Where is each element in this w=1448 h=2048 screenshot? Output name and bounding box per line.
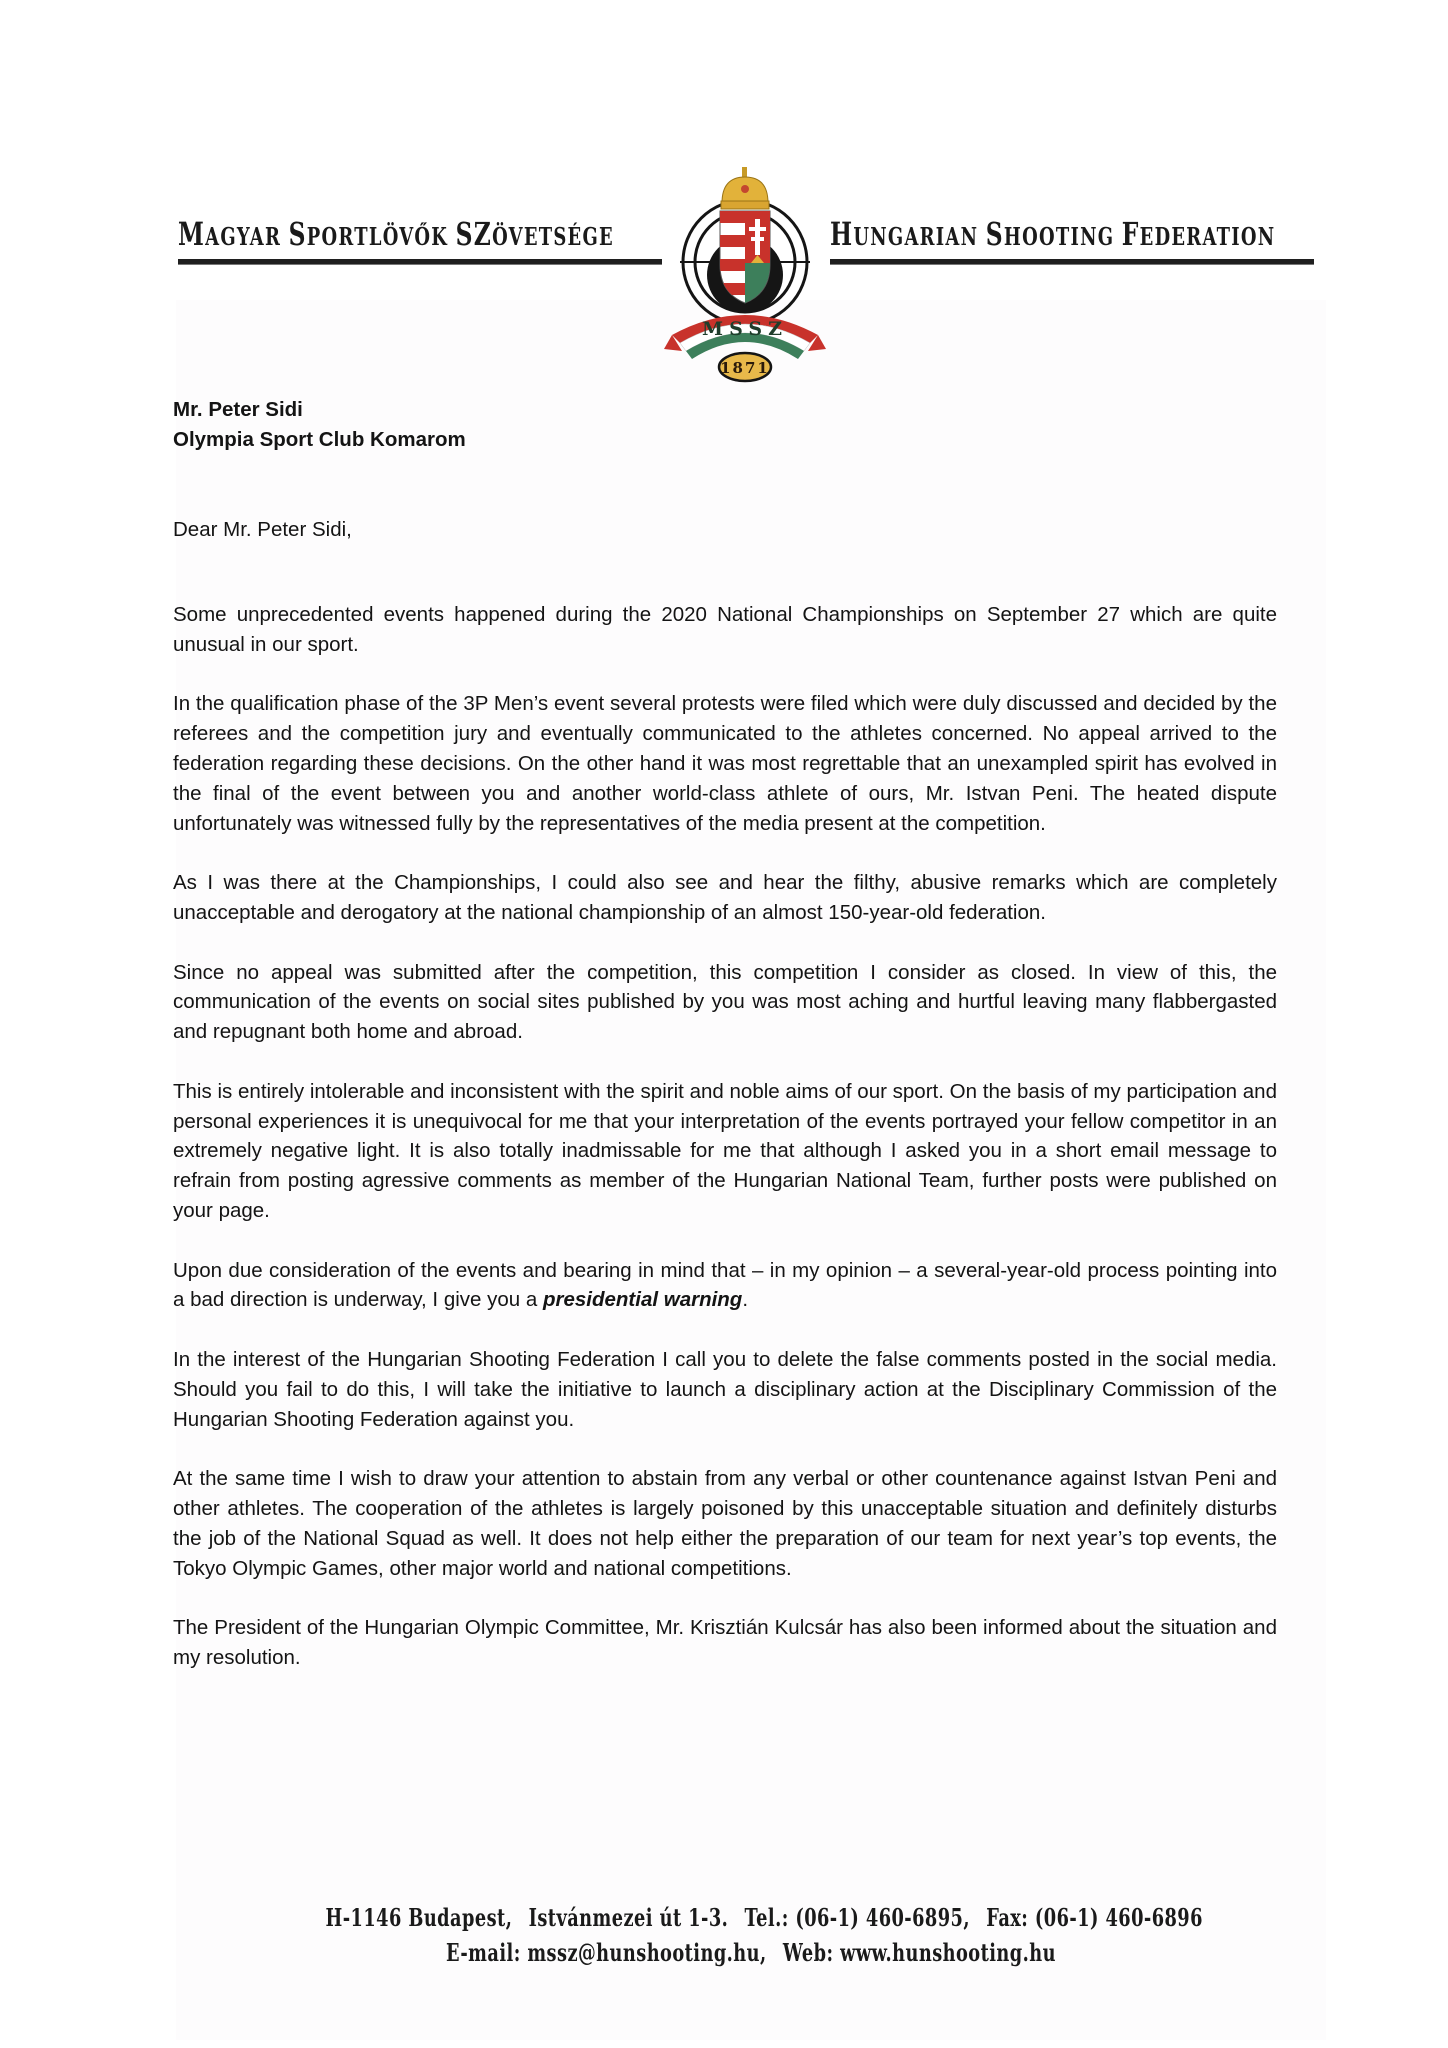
- title-rest: ÖVETSÉGE: [492, 223, 614, 252]
- footer-website: Web: www.hunshooting.hu: [782, 1938, 1056, 1967]
- letterhead-rule-left: [178, 259, 662, 265]
- letter-body: [173, 600, 1277, 1702]
- body-paragraph: As I was there at the Championships, I could also see and hear the filthy, abusive remarks which are completely unacceptable and derogatory at the national championship of an almost 150-year-old federation.: [173, 871, 1277, 924]
- addressee-name: Mr. Peter Sidi: [173, 398, 303, 421]
- addressee-organization: Olympia Sport Club Komarom: [173, 428, 466, 451]
- footer-fax: Fax: (06-1) 460-6896: [986, 1903, 1203, 1932]
- body-paragraph-warning: [173, 1256, 1277, 1316]
- title-rest: PORTLÖVŐK: [306, 223, 456, 252]
- body-paragraph: In the interest of the Hungarian Shooting Federation I call you to delete the false comments posted in the social media. Should you fail to do this, I will take the initiative to launch a disciplinary action at the Disciplinary Commission of the Hungarian Shooting Federation against you.: [173, 1347, 1277, 1431]
- ribbon-text: MSSZ: [702, 318, 788, 340]
- title-rest: AGYAR: [205, 223, 289, 252]
- body-paragraph: In the qualification phase of the 3P Men’s event several protests were filed which were duly discussed and decided by the referees and the competition jury and eventually communicated to the athletes concerned. No appeal arrived to the federation regarding these decisions. On the other hand it was most regrettable that an unexampled spirit has evolved in the final of the event between you and another world-class athlete of ours, Mr. Istvan Peni. The heated dispute unfortunately was witnessed fully by the representatives of the media present at the competition.: [173, 692, 1277, 835]
- letterhead-title-english: [830, 216, 1276, 255]
- footer-city: H-1146 Budapest,: [325, 1903, 513, 1932]
- body-paragraph: Since no appeal was submitted after the competition, this competition I consider as closed. In view of this, the communication of the events on social sites published by you was most aching and hurtful leaving many flabbergasted and repugnant both home and abroad.: [173, 960, 1277, 1044]
- letterhead-footer: [176, 1900, 1326, 1970]
- title-rest: HOOTING: [1003, 223, 1122, 252]
- body-paragraph: At the same time I wish to draw your attention to abstain from any verbal or other countenance against Istvan Peni and other athletes. The cooperation of the athletes is largely poisoned by this unacceptable situation and definitely disturbs the job of the National Squad as well. It does not help either the preparation of our team for next year’s top events, the Tokyo Olympic Games, other major world and national competitions.: [173, 1467, 1277, 1580]
- coat-of-arms-shield-icon: [720, 211, 770, 303]
- body-paragraph: This is entirely intolerable and inconsistent with the spirit and noble aims of our sport. On the basis of my participation and personal experiences it is unequivocal for me that your interpretation of the events portrayed your fellow competitor in an extremely negative light. It is also totally inadmissable for me that although I asked you in a short email message to refrain from posting agressive comments as member of the Hungarian National Team, further posts were published on your page.: [173, 1079, 1277, 1222]
- title-rest: EDERATION: [1139, 223, 1276, 252]
- year-text: 1871: [720, 359, 770, 377]
- body-paragraph: The President of the Hungarian Olympic Committee, Mr. Krisztián Kulcsár has also been informed about the situation and my resolution.: [173, 1616, 1277, 1669]
- crown-icon: [721, 167, 769, 209]
- addressee-block: [173, 395, 466, 455]
- body-paragraph: Some unprecedented events happened during the 2020 National Championships on September 27 which are quite unusual in our sport.: [173, 603, 1277, 656]
- footer-telephone: Tel.: (06-1) 460-6895,: [744, 1903, 970, 1932]
- title-initial: F: [1121, 216, 1140, 254]
- year-badge: [719, 353, 771, 381]
- footer-street: Istvánmezei út 1-3.: [528, 1903, 729, 1932]
- title-initial: S: [288, 216, 307, 254]
- presidential-warning-emphasis: presidential warning: [542, 1288, 743, 1312]
- title-rest: UNGARIAN: [853, 223, 986, 252]
- title-initial: SZ: [455, 216, 493, 254]
- federation-crest-logo: [660, 165, 830, 385]
- title-initial: S: [985, 216, 1004, 254]
- footer-email: E-mail: mssz@hunshooting.hu,: [446, 1938, 767, 1967]
- warning-text-lead: Upon due consideration of the events and bearing in mind that – in my opinion – a several-year-old process pointing into a bad direction is underway, I give you a: [173, 1258, 1277, 1312]
- title-initial: M: [178, 216, 206, 254]
- footer-contact-line-2: [326, 1935, 1177, 1970]
- letterhead-rule-right: [830, 259, 1314, 265]
- title-initial: H: [830, 216, 854, 254]
- footer-contact-line-1: [325, 1900, 1203, 1935]
- letterhead-title-hungarian: [178, 216, 614, 255]
- salutation: Dear Mr. Peter Sidi,: [173, 518, 352, 541]
- warning-text-end: .: [742, 1288, 749, 1312]
